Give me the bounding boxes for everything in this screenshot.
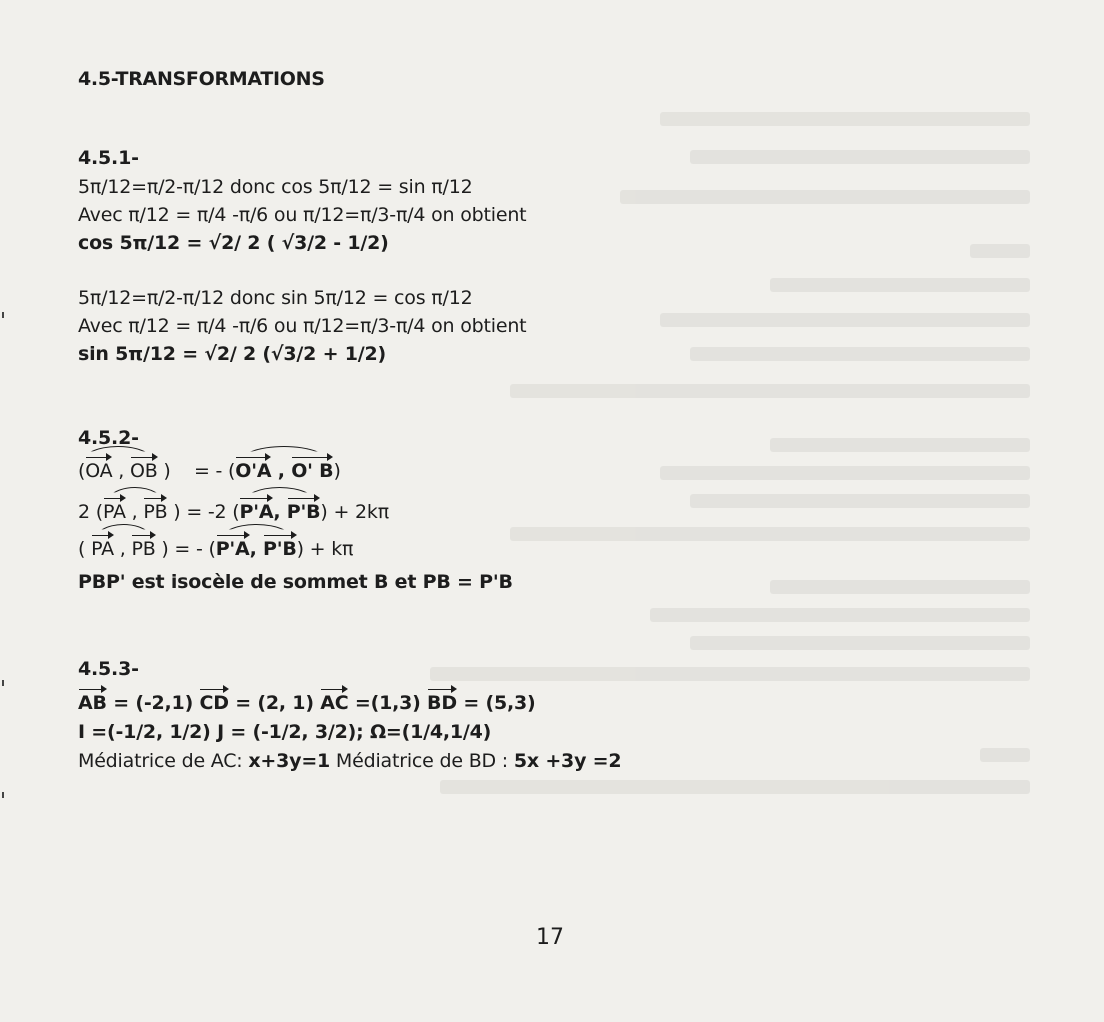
conclusion-line: PBP' est isocèle de sommet B et PB = P'B bbox=[78, 571, 513, 593]
page-number: 17 bbox=[536, 925, 564, 950]
result-line: sin 5π/12 = √2/ 2 (√3/2 + 1/2) bbox=[78, 343, 386, 365]
angle-group: P'A, P'B bbox=[239, 501, 321, 523]
angle-group: (OA , OB bbox=[78, 460, 158, 482]
angle-group: P'A, P'B bbox=[215, 538, 297, 560]
vector: CD bbox=[199, 692, 229, 714]
text-line: 5π/12=π/2-π/12 donc sin 5π/12 = cos π/12 bbox=[78, 287, 473, 309]
vector: O'A bbox=[235, 460, 272, 482]
vector: P'A bbox=[215, 538, 250, 560]
vector: PB bbox=[131, 538, 156, 560]
subsection-heading-4-5-2: 4.5.2- bbox=[78, 427, 139, 449]
text-line: 5π/12=π/2-π/12 donc cos 5π/12 = sin π/12 bbox=[78, 176, 473, 198]
angle-group: PA , PB bbox=[91, 538, 156, 560]
vector: PA bbox=[102, 501, 126, 523]
subsection-heading-4-5-1: 4.5.1- bbox=[78, 147, 139, 169]
margin-mark bbox=[2, 792, 4, 798]
mediatrices-line: Médiatrice de AC: x+3y=1 Médiatrice de BD : 5x +3y =2 bbox=[78, 750, 622, 772]
margin-mark bbox=[2, 312, 4, 318]
vector: OB bbox=[129, 460, 158, 482]
result-line: cos 5π/12 = √2/ 2 ( √3/2 - 1/2) bbox=[78, 232, 389, 254]
points-line: I =(-1/2, 1/2) J = (-1/2, 3/2); Ω=(1/4,1/4) bbox=[78, 721, 492, 743]
vector: P'B bbox=[286, 501, 321, 523]
vector: OA bbox=[85, 460, 113, 482]
vectors-line: AB = (-2,1) CD = (2, 1) AC =(1,3) BD = (5,3) bbox=[78, 692, 536, 714]
vector: O' B bbox=[291, 460, 334, 482]
section-title: 4.5-TRANSFORMATIONS bbox=[78, 68, 325, 90]
margin-mark bbox=[2, 680, 4, 686]
vector: PB bbox=[143, 501, 168, 523]
equation: 5x +3y =2 bbox=[513, 750, 622, 772]
angle-equation-3: ( PA , PB ) = - (P'A, P'B) + kπ bbox=[78, 538, 354, 560]
vector: PA bbox=[91, 538, 114, 560]
vector: AB bbox=[78, 692, 107, 714]
angle-equation-2: 2 (PA , PB ) = -2 (P'A, P'B) + 2kπ bbox=[78, 501, 389, 523]
text-line: Avec π/12 = π/4 -π/6 ou π/12=π/3-π/4 on obtient bbox=[78, 204, 527, 226]
text-line: Avec π/12 = π/4 -π/6 ou π/12=π/3-π/4 on obtient bbox=[78, 315, 527, 337]
vector: BD bbox=[427, 692, 457, 714]
equation: x+3y=1 bbox=[248, 750, 331, 772]
angle-equation-1: (OA , OB ) = - (O'A , O' B) bbox=[78, 460, 341, 482]
angle-group: O'A , O' B bbox=[235, 460, 334, 482]
subsection-heading-4-5-3: 4.5.3- bbox=[78, 658, 139, 680]
angle-group: PA , PB bbox=[102, 501, 168, 523]
vector: AC bbox=[320, 692, 349, 714]
vector: P'A bbox=[239, 501, 274, 523]
vector: P'B bbox=[263, 538, 297, 560]
